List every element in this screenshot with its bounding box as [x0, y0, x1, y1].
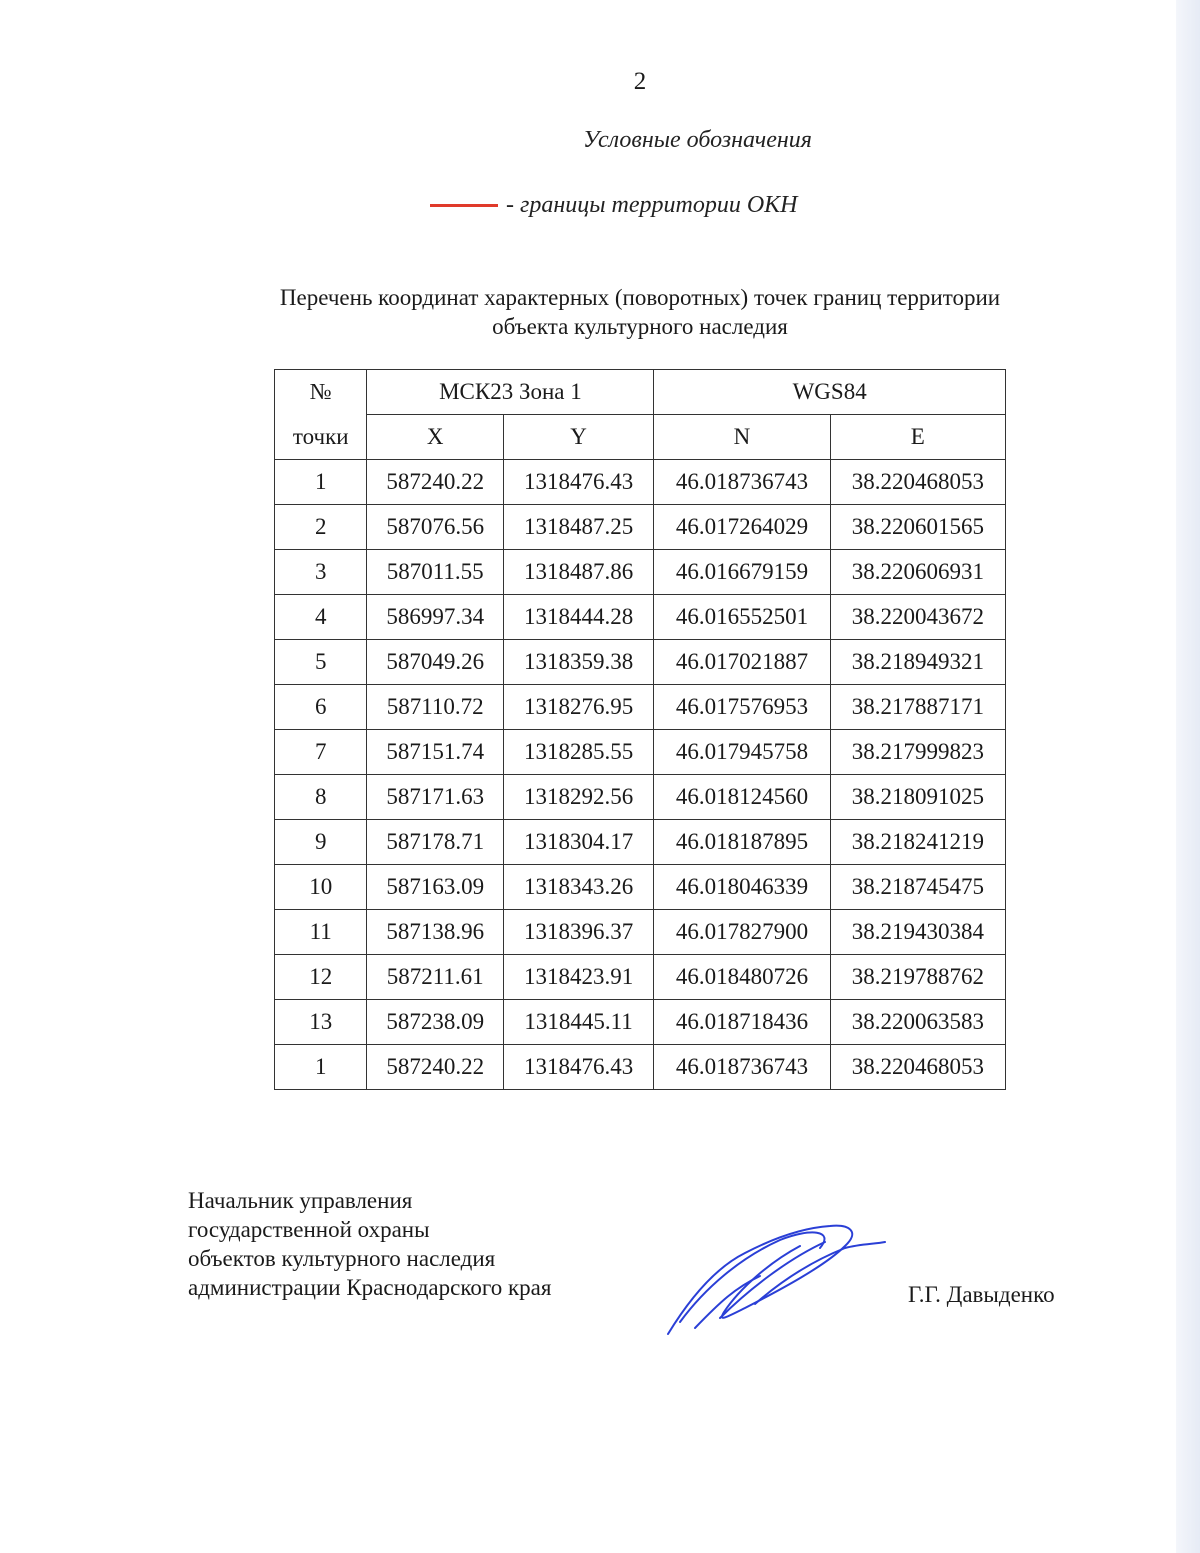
- position-line-3: объектов культурного наследия: [188, 1246, 496, 1271]
- cell-x: 587171.63: [367, 775, 503, 820]
- cell-no: 9: [275, 820, 367, 865]
- e-header: E: [830, 415, 1005, 460]
- table-row: [275, 730, 1006, 775]
- n-header: N: [654, 415, 830, 460]
- list-title-line1: Перечень координат характерных (поворотных) точек границ территории: [279, 285, 1001, 310]
- cell-no: 12: [275, 955, 367, 1000]
- y-header: Y: [503, 415, 653, 460]
- cell-y: 1318487.25: [503, 505, 653, 550]
- table-row: [275, 865, 1006, 910]
- cell-e: 38.219788762: [830, 955, 1005, 1000]
- coordinates-list-title: [160, 283, 1120, 341]
- cell-x: 587240.22: [367, 460, 503, 505]
- cell-x: 587011.55: [367, 550, 503, 595]
- position-line-2: государственной охраны: [188, 1217, 430, 1242]
- cell-x: 586997.34: [367, 595, 503, 640]
- cell-no: 4: [275, 595, 367, 640]
- cell-x: 587238.09: [367, 1000, 503, 1045]
- cell-n: 46.018736743: [654, 460, 830, 505]
- cell-n: 46.017945758: [654, 730, 830, 775]
- cell-n: 46.017264029: [654, 505, 830, 550]
- cell-no: 6: [275, 685, 367, 730]
- cell-no: 10: [275, 865, 367, 910]
- cell-y: 1318343.26: [503, 865, 653, 910]
- cell-e: 38.217999823: [830, 730, 1005, 775]
- cell-n: 46.018718436: [654, 1000, 830, 1045]
- table-row: [275, 820, 1006, 865]
- point-number-header-top: №: [275, 370, 367, 415]
- cell-n: 46.017827900: [654, 910, 830, 955]
- table-row: [275, 505, 1006, 550]
- cell-e: 38.220043672: [830, 595, 1005, 640]
- table-row: [275, 955, 1006, 1000]
- cell-y: 1318396.37: [503, 910, 653, 955]
- cell-e: 38.220606931: [830, 550, 1005, 595]
- cell-y: 1318285.55: [503, 730, 653, 775]
- table-row: [275, 1045, 1006, 1090]
- position-line-4: администрации Краснодарского края: [188, 1275, 552, 1300]
- cell-e: 38.218949321: [830, 640, 1005, 685]
- signatory-position: [188, 1186, 551, 1302]
- point-number-header-bottom: точки: [275, 415, 367, 460]
- cell-y: 1318423.91: [503, 955, 653, 1000]
- cell-n: 46.018480726: [654, 955, 830, 1000]
- list-title-line2: объекта культурного наследия: [492, 314, 788, 339]
- cell-y: 1318292.56: [503, 775, 653, 820]
- cell-n: 46.017021887: [654, 640, 830, 685]
- cell-no: 13: [275, 1000, 367, 1045]
- legend-title: Условные обозначения: [583, 127, 812, 153]
- legend-item: [430, 190, 797, 220]
- cell-y: 1318444.28: [503, 595, 653, 640]
- cell-no: 11: [275, 910, 367, 955]
- cell-y: 1318476.43: [503, 1045, 653, 1090]
- coordinates-table: [274, 369, 1006, 1090]
- cell-e: 38.217887171: [830, 685, 1005, 730]
- cell-no: 7: [275, 730, 367, 775]
- cell-no: 2: [275, 505, 367, 550]
- cell-e: 38.220601565: [830, 505, 1005, 550]
- table-row: [275, 910, 1006, 955]
- msk23-header: МСК23 Зона 1: [367, 370, 654, 415]
- wgs84-header: WGS84: [654, 370, 1006, 415]
- cell-e: 38.219430384: [830, 910, 1005, 955]
- table-header-row-2: [275, 415, 1006, 460]
- cell-no: 3: [275, 550, 367, 595]
- table-header-row-1: [275, 370, 1006, 415]
- table-body: [275, 460, 1006, 1090]
- cell-y: 1318476.43: [503, 460, 653, 505]
- cell-no: 8: [275, 775, 367, 820]
- cell-x: 587163.09: [367, 865, 503, 910]
- position-line-1: Начальник управления: [188, 1188, 413, 1213]
- cell-x: 587240.22: [367, 1045, 503, 1090]
- table-row: [275, 460, 1006, 505]
- table-row: [275, 1000, 1006, 1045]
- cell-y: 1318304.17: [503, 820, 653, 865]
- page-edge-shadow: [1176, 0, 1200, 1553]
- cell-y: 1318445.11: [503, 1000, 653, 1045]
- cell-y: 1318487.86: [503, 550, 653, 595]
- cell-e: 38.220468053: [830, 1045, 1005, 1090]
- cell-n: 46.018736743: [654, 1045, 830, 1090]
- cell-e: 38.218241219: [830, 820, 1005, 865]
- cell-e: 38.218745475: [830, 865, 1005, 910]
- cell-no: 1: [275, 460, 367, 505]
- table-row: [275, 685, 1006, 730]
- table-row: [275, 640, 1006, 685]
- cell-no: 1: [275, 1045, 367, 1090]
- cell-x: 587049.26: [367, 640, 503, 685]
- cell-n: 46.018046339: [654, 865, 830, 910]
- cell-e: 38.218091025: [830, 775, 1005, 820]
- cell-x: 587138.96: [367, 910, 503, 955]
- table-row: [275, 775, 1006, 820]
- x-header: X: [367, 415, 503, 460]
- cell-y: 1318359.38: [503, 640, 653, 685]
- cell-x: 587151.74: [367, 730, 503, 775]
- cell-x: 587211.61: [367, 955, 503, 1000]
- handwritten-signature: [660, 1218, 890, 1338]
- cell-e: 38.220063583: [830, 1000, 1005, 1045]
- cell-no: 5: [275, 640, 367, 685]
- page-number: 2: [633, 68, 647, 95]
- cell-n: 46.016552501: [654, 595, 830, 640]
- cell-e: 38.220468053: [830, 460, 1005, 505]
- cell-n: 46.018124560: [654, 775, 830, 820]
- cell-n: 46.016679159: [654, 550, 830, 595]
- cell-x: 587076.56: [367, 505, 503, 550]
- table-row: [275, 550, 1006, 595]
- cell-n: 46.018187895: [654, 820, 830, 865]
- cell-y: 1318276.95: [503, 685, 653, 730]
- cell-x: 587110.72: [367, 685, 503, 730]
- red-boundary-line-icon: [430, 204, 498, 207]
- cell-x: 587178.71: [367, 820, 503, 865]
- signer-name: Г.Г. Давыденко: [908, 1282, 1055, 1307]
- cell-n: 46.017576953: [654, 685, 830, 730]
- table-row: [275, 595, 1006, 640]
- legend-item-text: - границы территории ОКН: [506, 191, 798, 218]
